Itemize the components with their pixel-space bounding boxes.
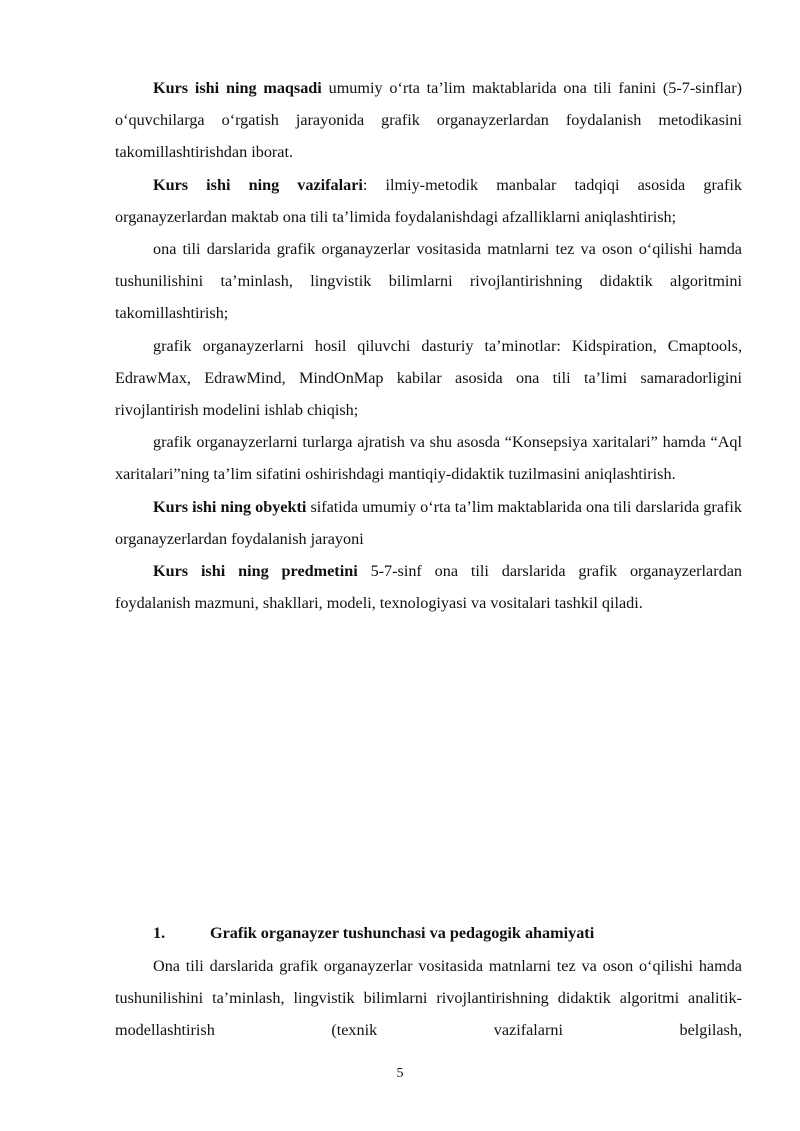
paragraph-task-3: grafik organayzerlarni hosil qiluvchi dasturiy ta’minotlar: Kidspiration, Cmaptools, EdrawMax, EdrawMind, MindOnMap kabilar asosida ona tili ta’limi samaradorligini rivojlantirish modelini ishlab chiqish; — [115, 336, 742, 420]
paragraph-tasks-text: : ilmiy-metodik manbalar tadqiqi asosida grafik organayzerlardan maktab ona tili ta’limida foydalanishdagi afzalliklarni aniqlashtirish; — [115, 175, 742, 226]
paragraph-object — [115, 491, 742, 555]
section-title: Grafik organayzer tushunchasi va pedagogik ahamiyati — [210, 924, 595, 942]
paragraph-goal-lead: Kurs ishi ning maqsadi — [153, 79, 322, 97]
paragraph-subject-lead: Kurs ishi ning predmetini — [153, 562, 358, 581]
section-number: 1. — [153, 924, 166, 942]
paragraph-object-lead: Kurs ishi ning obyekti — [153, 497, 307, 516]
section-paragraph: Ona tili darslarida grafik organayzerlar vositasida matnlarni tez va oson o‘qilishi hamda tushunilishini ta’minlash, lingvistik bilimlarni rivojlantirishning didaktik algoritmi analitik-modellashtirish (texnik vazifalarni belgilash, — [115, 957, 742, 1040]
paragraph-goal-text: umumiy o‘rta ta’lim maktablarida ona tili fanini (5-7-sinflar) o‘quvchilarga o‘rgatish jarayonida grafik organayzerlardan foydalanish metodikasini takomillashtirishdan iborat. — [115, 79, 742, 162]
section-body — [115, 950, 742, 1047]
paragraph-tasks-lead: Kurs ishi ning vazifalari — [153, 175, 363, 194]
paragraph-task-2: ona tili darslarida grafik organayzerlar vositasida matnlarni tez va oson o‘qilishi hamda tushunilishini ta’minlash, lingvistik bilimlarni rivojlantirishning didaktik algoritmini takomillashtirish; — [115, 240, 742, 323]
paragraph-subject-text: 5-7-sinf ona tili darslarida grafik organayzerlardan foydalanish mazmuni, shakllari, modeli, texnologiyasi va vositalari tashkil qiladi. — [115, 562, 742, 613]
intro-section — [115, 72, 742, 619]
paragraph-tasks — [115, 169, 742, 233]
page-number: 5 — [396, 1066, 404, 1081]
paragraph-subject — [115, 555, 742, 619]
paragraph-goal — [115, 72, 742, 169]
section-heading — [153, 919, 594, 947]
paragraph-object-text: sifatida umumiy o‘rta ta’lim maktablarida ona tili darslarida grafik organayzerlardan foydalanish jarayoni — [115, 497, 742, 548]
paragraph-task-4: grafik organayzerlarni turlarga ajratish va shu asosda “Konsepsiya xaritalari” hamda “Aql xaritalari”ning ta’lim sifatini oshirishdagi mantiqiy-didaktik tuzilmasini aniqlashtirish. — [115, 433, 742, 484]
